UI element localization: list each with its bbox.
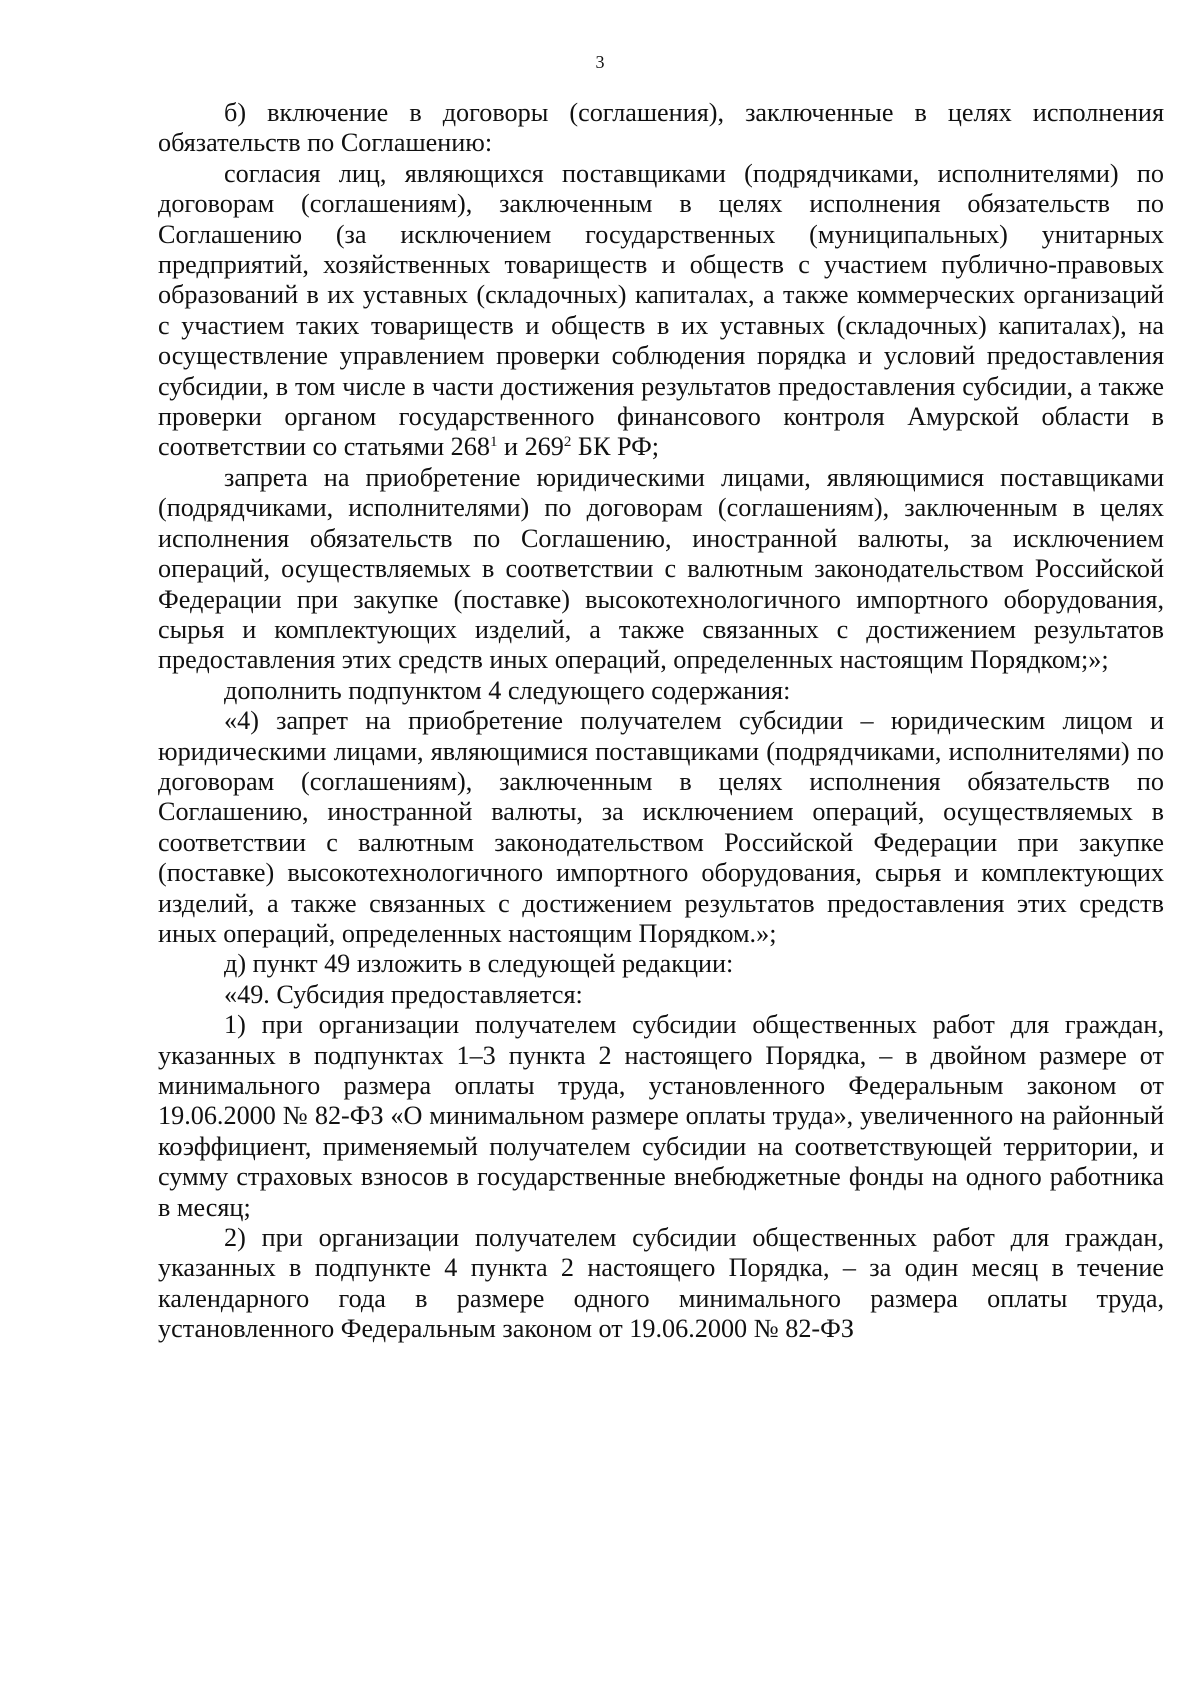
paragraph-d-intro: д) пункт 49 изложить в следующей редакции: (224, 949, 734, 979)
paragraph-consent-mid: и 269 (497, 432, 564, 462)
superscript-2: 2 (563, 434, 572, 451)
paragraph-49-item-2: 2) при организации получателем субсидии общественных работ для граждан, указанных в подпункте 4 пункта 2 настоящего Порядка, – за один месяц в течение календарного года в размере одного минимального размера оплаты труда, установленного Федеральным законом от 19.06.2000 № 82-ФЗ (158, 1223, 1164, 1344)
paragraph-consent-tail: БК РФ; (571, 432, 660, 462)
paragraph-subitem-4: «4) запрет на приобретение получателем субсидии – юридическим лицом и юридическими лицами, являющимися поставщиками (подрядчиками, исполнителями) по договорам (соглашениям), заключенным в целях исполнения обязательств по Соглашению, иностранной валюты, за исключением операций, осуществляемых в соответствии с валютным законодательством Российской Федерации при закупке (поставке) высокотехнологичного импортного оборудования, сырья и комплектующих изделий, а также связанных с достижением результатов предоставления этих средств иных операций, определенных настоящим Порядком.»; (158, 706, 1164, 948)
document-body (158, 98, 1164, 1345)
paragraph-b-intro: б) включение в договоры (соглашения), заключенные в целях исполнения обязательств по Соглашению: (158, 98, 1164, 158)
paragraph-add-subitem: дополнить подпунктом 4 следующего содержания: (224, 675, 791, 705)
paragraph-49-title: «49. Субсидия предоставляется: (224, 979, 583, 1009)
superscript-1: 1 (489, 434, 498, 451)
paragraph-49-item-1: 1) при организации получателем субсидии общественных работ для граждан, указанных в подпунктах 1–3 пункта 2 настоящего Порядка, – в двойном размере от минимального размера оплаты труда, установленного Федеральным законом от 19.06.2000 № 82-ФЗ «О минимальном размере оплаты труда», увеличенного на районный коэффициент, применяемый получателем субсидии на соответствующей территории, и сумму страховых взносов в государственные внебюджетные фонды на одного работника в месяц; (158, 1010, 1164, 1222)
page-number: 3 (595, 52, 605, 72)
paragraph-consent (158, 159, 1164, 463)
paragraph-consent-text: согласия лиц, являющихся поставщиками (подрядчиками, исполнителями) по договорам (соглашениям), заключенным в целях исполнения обязательств по Соглашению (за исключением государственных (муниципальных) унитарных предприятий, хозяйственных товариществ и обществ с участием публично-правовых образований в их уставных (складочных) капиталах, а также коммерческих организаций с участием таких товариществ и обществ в их уставных (складочных) капиталах), на осуществление управлением проверки соблюдения порядка и условий предоставления субсидии, в том числе в части достижения результатов предоставления субсидии, а также проверки органом государственного финансового контроля Амурской области в соответствии со статьями 268 (158, 158, 1164, 462)
paragraph-prohibition: запрета на приобретение юридическими лицами, являющимися поставщиками (подрядчиками, исполнителями) по договорам (соглашениям), заключенным в целях исполнения обязательств по Соглашению, иностранной валюты, за исключением операций, осуществляемых в соответствии с валютным законодательством Российской Федерации при закупке (поставке) высокотехнологичного импортного оборудования, сырья и комплектующих изделий, а также связанных с достижением результатов предоставления этих средств иных операций, определенных настоящим Порядком;»; (158, 462, 1164, 675)
